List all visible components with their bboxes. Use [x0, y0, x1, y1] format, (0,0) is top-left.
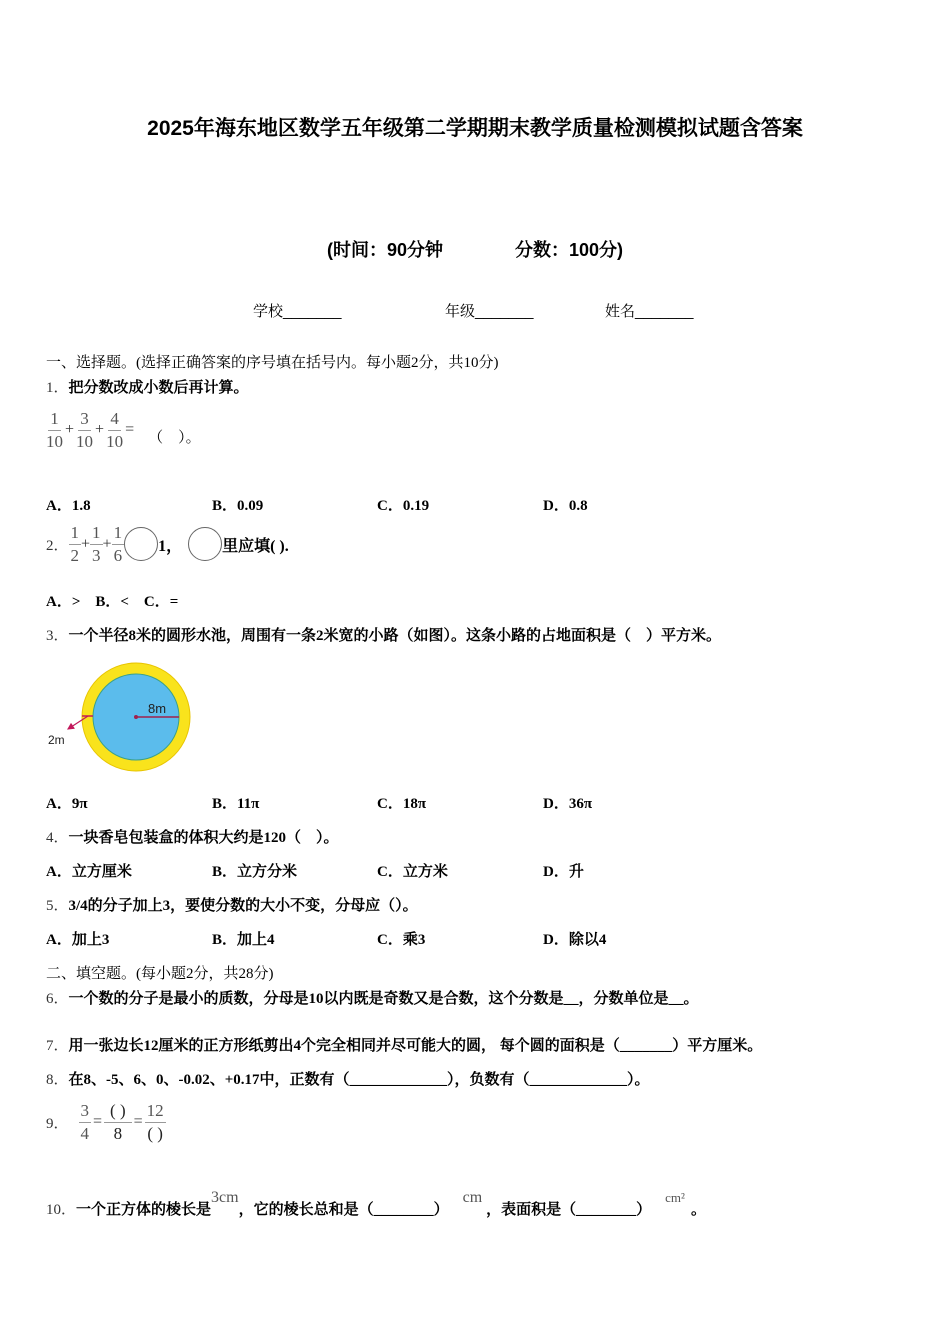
question-2: 2． $\frac{1}{2}$ + $\frac{1}{3}$ + $\frac{1}{6}$ 1， 里应填( ). — [46, 523, 289, 565]
q10-unit-cm: cm — [462, 1189, 483, 1206]
question-1 — [46, 376, 249, 397]
q2-fraction-1: $\frac{1}{2}$ — [70, 523, 80, 565]
question-7 — [46, 1034, 762, 1055]
name-label: 姓名 — [605, 303, 636, 320]
q2-mid-text: 1， — [158, 537, 183, 555]
section2-heading: 二、填空题。(每小题2分，共28分) — [46, 966, 274, 982]
exam-time: (时间：90分钟 — [326, 240, 443, 260]
grade-blank: _______ — [475, 303, 534, 320]
q3-number: 3． — [46, 628, 69, 644]
q1-answer-blank: （ ）。 — [148, 430, 201, 447]
q5-option-d: D．除以4 — [543, 932, 607, 948]
q6-number: 6． — [46, 991, 69, 1007]
q10-unit-cm2: cm² — [665, 1190, 685, 1205]
q2-tail: 里应填( ). — [222, 537, 289, 555]
section1-heading: 一、选择题。(选择正确答案的序号填在括号内。每小题2分，共10分) — [46, 355, 499, 371]
q1-expression: $\frac{1}{10}$ + $\frac{3}{10}$ + $\frac{4}{10}$ = （ ）。 — [46, 409, 201, 451]
q1-option-d: D．0.8 — [543, 498, 588, 514]
q5-text: 3/4的分子加上3，要使分数的大小不变，分母应（）。 — [68, 898, 418, 914]
question-4 — [46, 826, 339, 847]
grade-label: 年级 — [445, 303, 476, 320]
q5-option-c: C．乘3 — [377, 932, 426, 948]
pool-path-diagram — [44, 660, 194, 775]
document-title: 2025年海东地区数学五年级第二学期期末教学质量检测模拟试题含答案 — [147, 117, 803, 140]
q3-option-b: B．11π — [212, 796, 260, 812]
q8-number: 8． — [46, 1072, 69, 1088]
q10-text-2: ，它的棱长总和是（________） — [238, 1202, 449, 1218]
q9-fraction-2: $\frac{( )}{8}$ — [104, 1102, 132, 1143]
q10-edge-length: 3cm — [211, 1189, 239, 1206]
circle-pool-figure-icon — [44, 660, 194, 775]
school-blank: _______ — [283, 303, 342, 320]
q1-option-a: A．1.8 — [46, 498, 91, 514]
question-8 — [46, 1068, 650, 1089]
q4-number: 4． — [46, 830, 69, 846]
q1-option-b: B．0.09 — [212, 498, 264, 514]
q1-text: 把分数改成小数后再计算。 — [68, 380, 249, 396]
q4-option-a: A．立方厘米 — [46, 864, 132, 880]
q10-text-4: 。 — [690, 1202, 706, 1218]
q9-fraction-1: $\frac{3}{4}$ — [80, 1101, 90, 1143]
q4-text: 一块香皂包装盒的体积大约是120（ ）。 — [68, 830, 339, 846]
q10-text-1: 一个正方体的棱长是 — [76, 1202, 212, 1218]
q5-option-a: A．加上3 — [46, 932, 110, 948]
svg-text:2m: 2m — [48, 733, 65, 747]
q2-number: 2． — [46, 537, 69, 554]
question-3 — [46, 624, 721, 645]
q3-text: 一个半径8米的圆形水池，周围有一条2米宽的小路（如图）。这条小路的占地面积是（ ）平方米。 — [68, 628, 722, 644]
q6-text: 一个数的分子是最小的质数，分母是10以内既是奇数又是合数，这个分数是__，分数单位是__。 — [68, 991, 699, 1007]
question-9: 9． $\frac{3}{4}$ = $\frac{( )}{8}$ = $\frac{12}{( )}$ — [46, 1101, 164, 1143]
question-10 — [46, 1189, 706, 1219]
name-field — [605, 300, 693, 321]
grade-field — [445, 300, 533, 321]
comparison-circle-icon — [188, 527, 222, 561]
q2-fraction-3: $\frac{1}{6}$ — [113, 523, 123, 565]
name-blank: _______ — [635, 303, 694, 320]
q3-option-c: C．18π — [377, 796, 427, 812]
q7-text: 用一张边长12厘米的正方形纸剪出4个完全相同并尽可能大的圆， 每个圆的面积是（_______）平方厘米。 — [68, 1038, 763, 1054]
q9-number: 9． — [46, 1115, 69, 1132]
exam-meta — [0, 236, 950, 262]
school-field — [253, 300, 341, 321]
question-6 — [46, 987, 699, 1008]
comparison-circle-icon — [124, 527, 158, 561]
q9-fraction-3: $\frac{12}{( )}$ — [146, 1101, 164, 1143]
q7-number: 7． — [46, 1038, 69, 1054]
q1-option-c: C．0.19 — [377, 498, 430, 514]
q1-fraction-2: $\frac{3}{10}$ — [76, 409, 94, 451]
q4-option-d: D．升 — [543, 864, 584, 880]
q4-option-b: B．立方分米 — [212, 864, 298, 880]
q1-fraction-3: $\frac{4}{10}$ — [106, 409, 124, 451]
school-label: 学校 — [253, 303, 284, 320]
q2-fraction-2: $\frac{1}{3}$ — [92, 523, 101, 565]
q5-number: 5． — [46, 898, 69, 914]
q10-text-3: ，表面积是（________） — [486, 1202, 652, 1218]
q5-option-b: B．加上4 — [212, 932, 275, 948]
svg-text:8m: 8m — [148, 701, 167, 716]
q3-option-d: D．36π — [543, 796, 593, 812]
q8-text: 在8、-5、6、0、-0.02、+0.17中，正数有（_____________），负数有（_____________）。 — [68, 1072, 650, 1088]
q4-option-c: C．立方米 — [377, 864, 448, 880]
q1-fraction-1: $\frac{1}{10}$ — [46, 409, 63, 451]
q3-option-a: A．9π — [46, 796, 88, 812]
q1-number: 1． — [46, 380, 69, 396]
q10-number: 10． — [46, 1202, 77, 1218]
question-5 — [46, 894, 418, 915]
q2-options: A．> B．< C．= — [46, 594, 179, 610]
exam-score: 分数：100分) — [514, 240, 624, 260]
